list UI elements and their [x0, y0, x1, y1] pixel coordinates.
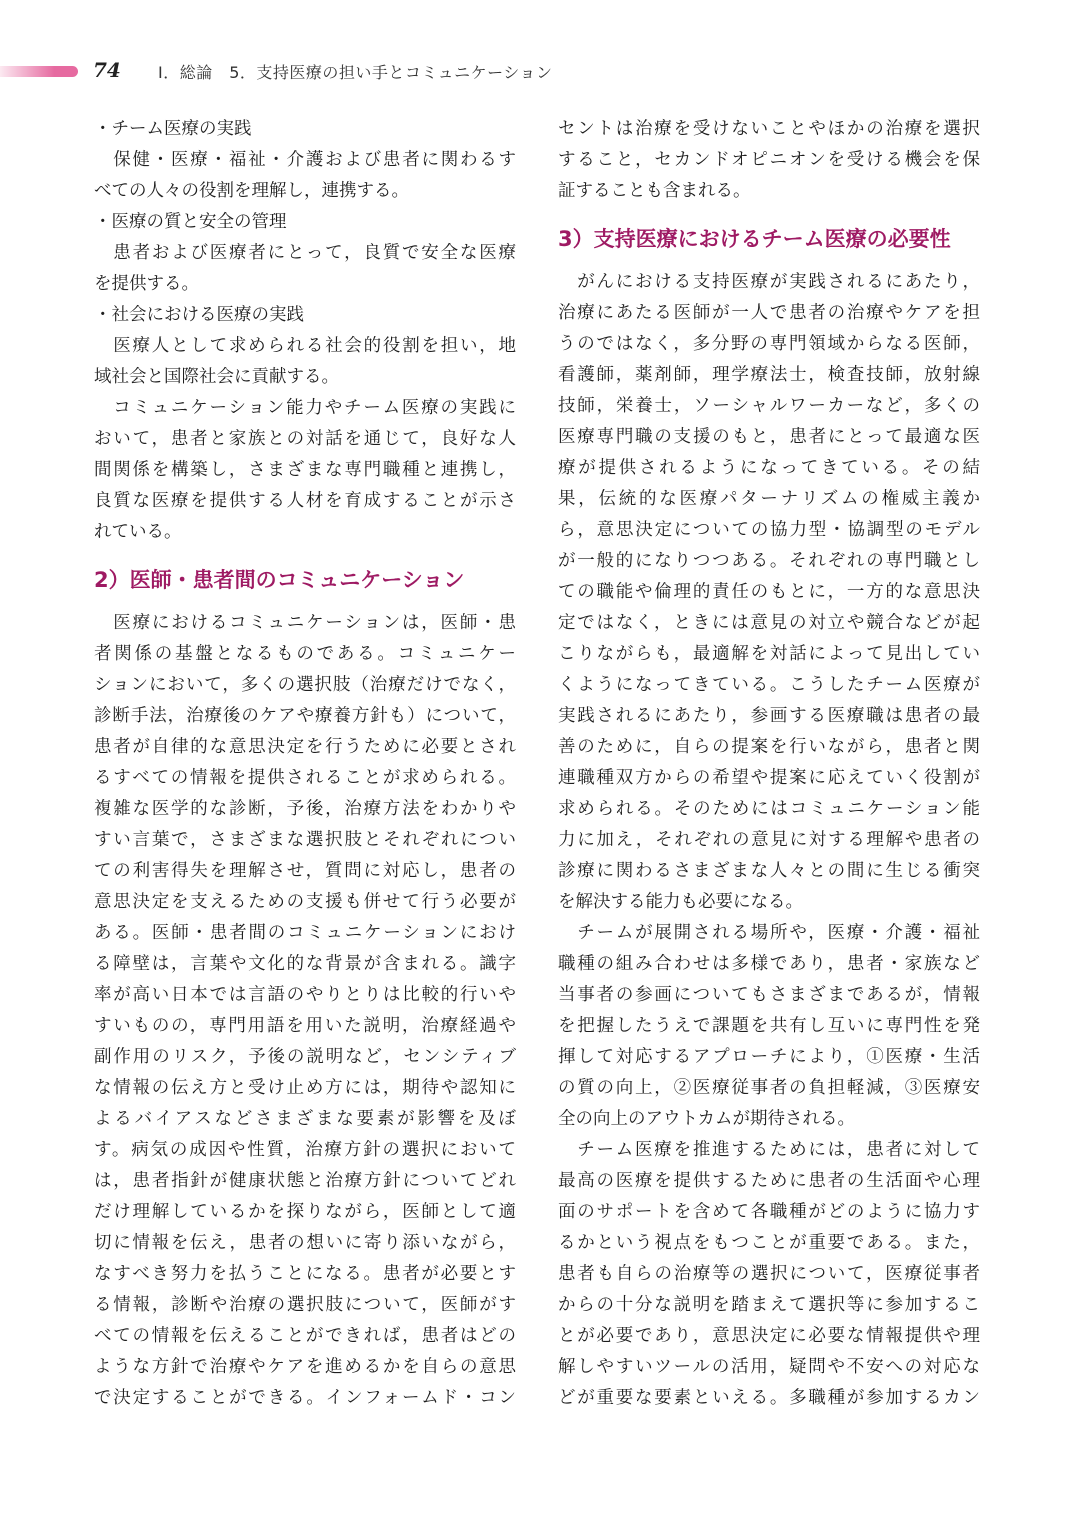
text-line: 医療人として求められる社会的役割を担い，地: [94, 336, 516, 356]
text-line: どが重要な要素といえる。多職種が参加するカン: [558, 1388, 980, 1408]
text-line: 良質な医療を提供する人材を育成することが示さ: [94, 491, 516, 511]
text-line: べての情報を伝えることができれば，患者はどの: [94, 1326, 516, 1346]
text-line: 揮して対応するアプローチにより，①医療・生活: [558, 1047, 980, 1067]
text-line: こりながらも，最適解を対話によって見出してい: [558, 644, 980, 664]
right-block-1: [558, 114, 980, 207]
text-line: くようになってきている。こうしたチーム医療が: [558, 675, 980, 695]
text-line: 面のサポートを含めて各職種がどのように協力す: [558, 1202, 980, 1222]
text-line: 診断手法，治療後のケアや療養方針も）について，: [94, 706, 516, 726]
text-line: 連職種双方からの希望や提案に応えていく役割が: [558, 768, 980, 788]
page-number: 74: [93, 58, 121, 82]
text-line: 職種の組み合わせは多様であり，患者・家族など: [558, 954, 980, 974]
left-column: [94, 114, 516, 1414]
text-line: るかという視点をもつことが重要である。また，: [558, 1233, 980, 1253]
text-line: 医療におけるコミュニケーションは，医師・患: [94, 613, 516, 633]
text-line: 診療に関わるさまざまな人々との間に生じる衝突: [558, 861, 980, 881]
text-line: おいて，患者と家族との対話を通じて，良好な人: [94, 429, 516, 449]
text-line: 率が高い日本では言語のやりとりは比較的行いや: [94, 985, 516, 1005]
text-line: 果，伝統的な医療パターナリズムの権威主義か: [558, 489, 980, 509]
text-line: よるバイアスなどさまざまな要素が影響を及ぼ: [94, 1109, 516, 1129]
text-line: 善のために，自らの提案を行いながら，患者と関: [558, 737, 980, 757]
text-line: 技師，栄養士，ソーシャルワーカーなど，多くの: [558, 396, 980, 416]
running-head: Ⅰ．総論 5．支持医療の担い手とコミュニケーション: [158, 63, 553, 82]
text-line: とが必要であり，意思決定に必要な情報提供や理: [558, 1326, 980, 1346]
right-column: [558, 114, 980, 1414]
text-line: 求められる。そのためにはコミュニケーション能: [558, 799, 980, 819]
text-line: がんにおける支持医療が実践されるにあたり，: [558, 272, 980, 292]
text-line: うのではなく，多分野の専門領域からなる医師，: [558, 334, 980, 354]
text-line: ての利害得失を理解させ，質問に対応し，患者の: [94, 861, 516, 881]
text-line: 実践されるにあたり，参画する医療職は患者の最: [558, 706, 980, 726]
text-line: 看護師，薬剤師，理学療法士，検査技師，放射線: [558, 365, 980, 385]
section-heading-2: 2）医師・患者間のコミュニケーション: [94, 568, 465, 592]
text-line: べての人々の役割を理解し，連携する。: [94, 181, 409, 201]
text-line: 患者および医療者にとって，良質で安全な医療: [94, 243, 516, 263]
text-line: を把握したうえで課題を共有し互いに専門性を発: [558, 1016, 980, 1036]
text-line: ての職能や倫理的責任のもとに，一方的な意思決: [558, 582, 980, 602]
text-line: 患者が自律的な意思決定を行うために必要とされ: [94, 737, 516, 757]
text-line: 最高の医療を提供するために患者の生活面や心理: [558, 1171, 980, 1191]
text-line: 者関係の基盤となるものである。コミュニケー: [94, 644, 516, 664]
text-line: からの十分な説明を踏まえて選択等に参加するこ: [558, 1295, 980, 1315]
header-accent-bar: [0, 66, 78, 77]
text-line: 域社会と国際社会に貢献する。: [94, 367, 339, 387]
text-line: ような方針で治療やケアを進めるかを自らの意思: [94, 1357, 516, 1377]
text-line: ・チーム医療の実践: [94, 119, 252, 139]
left-block-2: [94, 608, 516, 1414]
text-line: ・医療の質と安全の管理: [94, 212, 287, 232]
text-line: 解しやすいツールの活用，疑問や不安への対応な: [558, 1357, 980, 1377]
text-line: だけ理解しているかを探りながら，医師として適: [94, 1202, 516, 1222]
text-line: を提供する。: [94, 274, 199, 294]
text-line: るすべての情報を提供されることが求められる。: [94, 768, 516, 788]
text-line: な情報の伝え方と受け止め方には，期待や認知に: [94, 1078, 516, 1098]
text-line: 保健・医療・福祉・介護および患者に関わるす: [94, 150, 516, 170]
text-line: 医療専門職の支援のもと，患者にとって最適な医: [558, 427, 980, 447]
text-line: 定ではなく，ときには意見の対立や競合などが起: [558, 613, 980, 633]
text-line: が一般的になりつつある。それぞれの専門職とし: [558, 551, 980, 571]
text-line: 治療にあたる医師が一人で患者の治療やケアを担: [558, 303, 980, 323]
text-line: 意思決定を支えるための支援も併せて行う必要が: [94, 892, 516, 912]
text-line: を解決する能力も必要になる。: [558, 892, 803, 912]
text-line: る障壁は，言葉や文化的な背景が含まれる。識字: [94, 954, 516, 974]
text-line: れている。: [94, 522, 182, 542]
text-line: セントは治療を受けないことやほかの治療を選択: [558, 119, 980, 139]
text-line: すい言葉で，さまざまな選択肢とそれぞれについ: [94, 830, 516, 850]
text-line: 複雑な医学的な診断，予後，治療方法をわかりや: [94, 799, 516, 819]
text-line: チーム医療を推進するためには，患者に対して: [558, 1140, 980, 1160]
text-line: 間関係を構築し，さまざまな専門職種と連携し，: [94, 460, 516, 480]
text-line: チームが展開される場所や，医療・介護・福祉: [558, 923, 980, 943]
text-line: なすべき努力を払うことになる。患者が必要とす: [94, 1264, 516, 1284]
text-line: 副作用のリスク，予後の説明など，センシティブ: [94, 1047, 516, 1067]
text-line: ションにおいて，多くの選択肢（治療だけでなく，: [94, 675, 516, 695]
text-line: すいものの，専門用語を用いた説明，治療経過や: [94, 1016, 516, 1036]
text-line: の質の向上，②医療従事者の負担軽減，③医療安: [558, 1078, 980, 1098]
left-block-1: [94, 114, 516, 548]
text-line: 当事者の参画についてもさまざまであるが，情報: [558, 985, 980, 1005]
text-line: 力に加え，それぞれの意見に対する理解や患者の: [558, 830, 980, 850]
text-line: 全の向上のアウトカムが期待される。: [558, 1109, 855, 1129]
text-line: ある。医師・患者間のコミュニケーションにおけ: [94, 923, 516, 943]
text-line: す。病気の成因や性質，治療方針の選択において: [94, 1140, 516, 1160]
text-line: る情報，診断や治療の選択肢について，医師がす: [94, 1295, 516, 1315]
text-line: は，患者指針が健康状態と治療方針についてどれ: [94, 1171, 516, 1191]
text-line: ら，意思決定についての協力型・協調型のモデル: [558, 520, 980, 540]
text-line: 患者も自らの治療等の選択について，医療従事者: [558, 1264, 980, 1284]
text-line: 療が提供されるようになってきている。その結: [558, 458, 980, 478]
section-heading-3: 3）支持医療におけるチーム医療の必要性: [558, 227, 951, 251]
text-line: すること，セカンドオピニオンを受ける機会を保: [558, 150, 980, 170]
text-line: 切に情報を伝え，患者の想いに寄り添いながら，: [94, 1233, 516, 1253]
text-line: ・社会における医療の実践: [94, 305, 304, 325]
text-line: で決定することができる。インフォームド・コン: [94, 1388, 516, 1408]
right-block-2: [558, 267, 980, 1414]
text-line: 証することも含まれる。: [558, 181, 751, 201]
text-line: コミュニケーション能力やチーム医療の実践に: [94, 398, 516, 418]
